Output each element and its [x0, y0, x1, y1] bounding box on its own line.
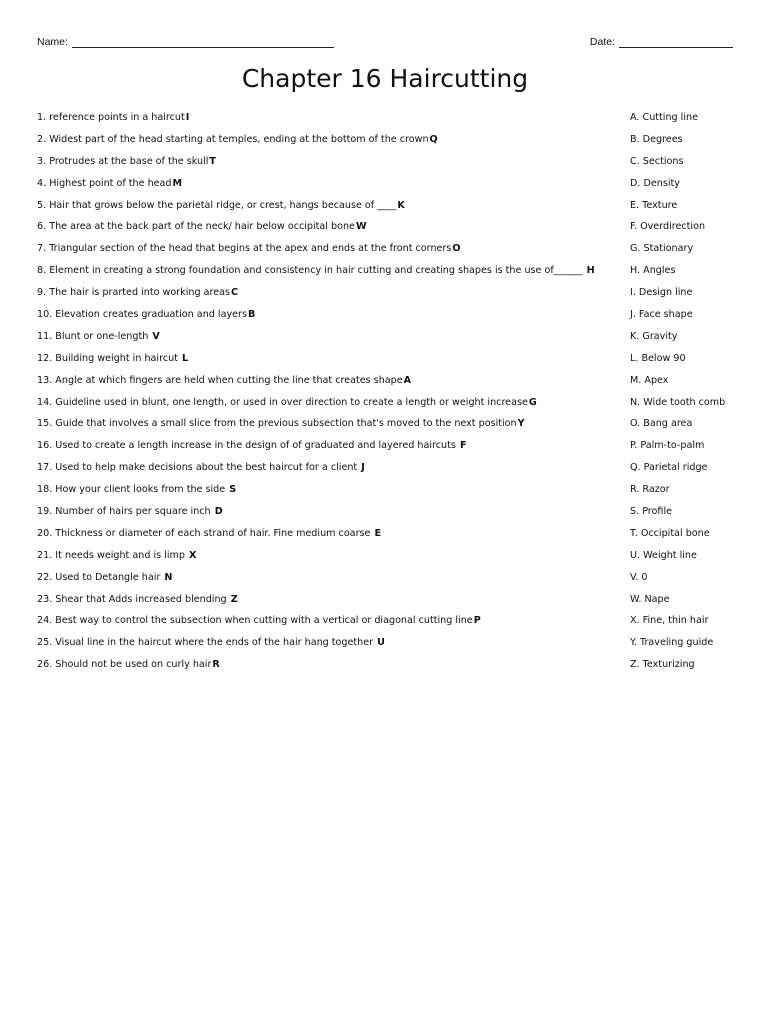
- question-text: 13. Angle at which fingers are held when cutting the line that creates shape: [37, 374, 403, 386]
- question-answer: E: [374, 527, 382, 539]
- question-item: [37, 177, 627, 199]
- choice-item: F. Overdirection: [630, 221, 706, 233]
- question-answer: A: [403, 374, 412, 386]
- question-answer: X: [189, 549, 197, 561]
- choice-item: O. Bang area: [630, 418, 693, 430]
- question-text: 5. Hair that grows below the parietal ridge, or crest, hangs because of ____: [37, 199, 397, 211]
- question-item: [37, 614, 627, 636]
- choice-item: G. Stationary: [630, 243, 694, 255]
- question-item: [37, 439, 627, 461]
- choice-item: L. Below 90: [630, 352, 686, 364]
- choice-item: C. Sections: [630, 155, 684, 167]
- question-text: 3. Protrudes at the base of the skull: [37, 155, 209, 167]
- question-answer: J: [361, 462, 365, 474]
- choice-item: U. Weight line: [630, 549, 697, 561]
- question-text: 24. Best way to control the subsection when cutting with a vertical or diagonal cutting line: [37, 615, 473, 627]
- name-blank-line[interactable]: [72, 36, 334, 48]
- question-item: [37, 308, 627, 330]
- question-item: [37, 242, 627, 264]
- question-answer: R: [212, 659, 220, 671]
- question-answer: W: [355, 221, 367, 233]
- choice-item: I. Design line: [630, 287, 693, 299]
- question-item: [37, 133, 627, 155]
- choice-item: J. Face shape: [630, 309, 693, 321]
- question-item: [37, 220, 627, 242]
- date-blank-line[interactable]: [619, 36, 733, 48]
- question-item: [37, 352, 627, 374]
- question-item: [37, 417, 627, 439]
- question-answer: U: [377, 637, 385, 649]
- question-item: [37, 658, 627, 680]
- question-answer: I: [185, 112, 190, 123]
- choice-item: T. Occipital bone: [630, 527, 710, 539]
- question-text: 8. Element in creating a strong foundation and consistency in hair cutting and creating shapes is the use of______: [37, 265, 586, 277]
- question-answer: F: [459, 440, 467, 452]
- choice-item: P. Palm-to-palm: [630, 440, 705, 452]
- question-item: [37, 396, 627, 418]
- question-text: 6. The area at the back part of the neck/ hair below occipital bone: [37, 221, 355, 233]
- question-answer: Q: [429, 133, 438, 145]
- question-answer: D: [214, 506, 223, 518]
- question-answer: P: [473, 615, 481, 627]
- question-text: 26. Should not be used on curly hair: [37, 659, 212, 671]
- question-answer: K: [397, 199, 405, 211]
- choice-item: E. Texture: [630, 199, 678, 211]
- question-text: 1. reference points in a haircut: [37, 112, 185, 123]
- question-text: 11. Blunt or one-length: [37, 330, 152, 342]
- name-label: Name:: [37, 36, 68, 48]
- question-text: 10. Elevation creates graduation and layers: [37, 309, 247, 321]
- choice-item: S. Profile: [630, 506, 673, 518]
- question-text: 25. Visual line in the haircut where the ends of the hair hang together: [37, 637, 377, 649]
- choice-item: V. 0: [630, 571, 648, 583]
- choice-item: H. Angles: [630, 265, 676, 277]
- date-field[interactable]: [590, 36, 733, 48]
- question-answer: H: [586, 265, 595, 277]
- question-answer: N: [164, 571, 173, 583]
- question-item: [37, 461, 627, 483]
- choice-item: D. Density: [630, 177, 680, 189]
- question-item: [37, 111, 627, 133]
- question-item: [37, 155, 627, 177]
- question-item: [37, 483, 627, 505]
- question-item: [37, 199, 627, 221]
- question-answer: B: [247, 309, 256, 321]
- question-text: 2. Widest part of the head starting at temples, ending at the bottom of the crown: [37, 133, 429, 145]
- question-text: 21. It needs weight and is limp: [37, 549, 188, 561]
- question-text: 17. Used to help make decisions about the best haircut for a client: [37, 462, 361, 474]
- question-text: 16. Used to create a length increase in the design of of graduated and layered haircuts: [37, 440, 459, 452]
- question-item: [37, 286, 627, 308]
- question-text: 18. How your client looks from the side: [37, 484, 229, 496]
- choice-item: Y. Traveling guide: [630, 637, 714, 649]
- question-item: [37, 636, 627, 658]
- choice-item: N. Wide tooth comb: [630, 396, 726, 408]
- choice-item: K. Gravity: [630, 330, 678, 342]
- question-text: 20. Thickness or diameter of each strand of hair. Fine medium coarse: [37, 527, 374, 539]
- question-item: [37, 505, 627, 527]
- choice-item: M. Apex: [630, 374, 669, 386]
- worksheet-header: [37, 36, 733, 50]
- question-answer: T: [209, 155, 216, 167]
- question-text: 7. Triangular section of the head that begins at the apex and ends at the front corners: [37, 243, 452, 255]
- choice-item: X. Fine, thin hair: [630, 615, 709, 627]
- question-answer: O: [452, 243, 461, 255]
- page-title: Chapter 16 Haircutting: [241, 64, 529, 93]
- question-text: 4. Highest point of the head: [37, 177, 172, 189]
- question-item: [37, 264, 627, 286]
- choice-item: B. Degrees: [630, 133, 683, 145]
- question-answer: L: [182, 352, 189, 364]
- choice-item: W. Nape: [630, 593, 670, 605]
- question-text: 23. Shear that Adds increased blending: [37, 593, 230, 605]
- date-label: Date:: [589, 36, 615, 48]
- question-answer: M: [172, 177, 183, 189]
- choice-item: Q. Parietal ridge: [630, 462, 708, 474]
- choice-list: [630, 111, 760, 680]
- question-text: 22. Used to Detangle hair: [37, 571, 164, 583]
- question-answer: Z: [230, 593, 238, 605]
- choice-item: R. Razor: [630, 484, 670, 496]
- question-answer: S: [229, 484, 237, 496]
- question-text: 14. Guideline used in blunt, one length, or used in over direction to create a length or weight increase: [37, 396, 528, 408]
- choice-item: A. Cutting line: [630, 112, 698, 123]
- question-item: [37, 571, 627, 593]
- question-item: [37, 593, 627, 615]
- question-text: 15. Guide that involves a small slice from the previous subsection that's moved to the next position: [37, 418, 517, 430]
- question-item: [37, 330, 627, 352]
- question-item: [37, 549, 627, 571]
- question-item: [37, 527, 627, 549]
- name-field[interactable]: [37, 36, 334, 48]
- question-text: 19. Number of hairs per square inch: [37, 506, 214, 518]
- question-answer: Y: [517, 418, 525, 430]
- question-item: [37, 374, 627, 396]
- question-text: 12. Building weight in haircut: [37, 352, 181, 364]
- question-answer: C: [231, 287, 239, 299]
- question-answer: V: [152, 330, 160, 342]
- question-text: 9. The hair is prarted into working areas: [37, 287, 231, 299]
- question-list: [37, 111, 627, 680]
- question-answer: G: [528, 396, 537, 408]
- choice-item: Z. Texturizing: [630, 659, 695, 671]
